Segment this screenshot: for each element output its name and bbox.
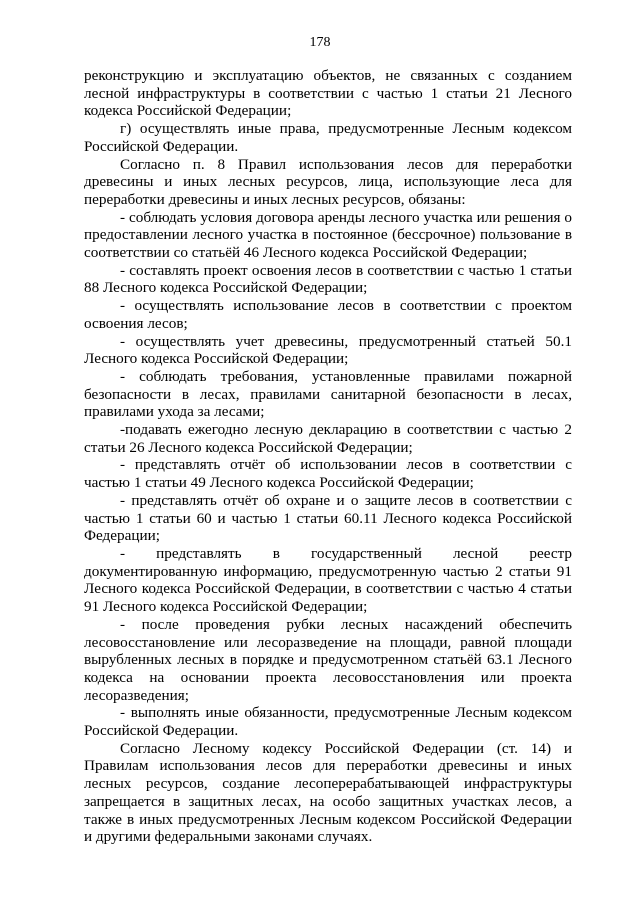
list-item-safety-rules: - соблюдать требования, установленные правилами пожарной безопасности в лесах, правилами санитарной безопасности в лесах, правилами ухода за лесами; [84,367,572,421]
list-item-forest-declaration: -подавать ежегодно лесную декларацию в соответствии с частью 2 статьи 26 Лесного кодекса Российской Федерации; [84,421,572,456]
paragraph-other-rights: г) осуществлять иные права, предусмотренные Лесным кодексом Российской Федерации. [84,120,572,155]
list-item-forest-use: - осуществлять использование лесов в соответствии с проектом освоения лесов; [84,297,572,332]
document-body [84,67,572,846]
paragraph-continuation: реконструкцию и эксплуатацию объектов, не связанных с созданием лесной инфраструктуры в соответствии с частью 1 статьи 21 Лесного кодекса Российской Федерации; [84,67,572,120]
paragraph-rules-intro: Согласно п. 8 Правил использования лесов для переработки древесины и иных лесных ресурсов, лица, использующие леса для переработки древесины и иных лесных ресурсов, обязаны: [84,155,572,208]
list-item-reforestation: - после проведения рубки лесных насаждений обеспечить лесовосстановление или лесоразведение на площади, равной площади вырубленных лесных в порядке и предусмотренном статьёй 63.1 Лесного кодекса на основании проекта лесовосстановления или проекта лесоразведения; [84,615,572,704]
list-item-forest-registry: - представлять в государственный лесной реестр документированную информацию, предусмотренную частью 2 статьи 91 Лесного кодекса Российской Федерации, в соответствии с частью 4 статьи 91 Лесного кодекса Российской Федерации; [84,544,572,616]
paragraph-infrastructure-ban: Согласно Лесному кодексу Российской Федерации (ст. 14) и Правилам использования лесов для переработки древесины и иных лесных ресурсов, создание лесоперерабатывающей инфраструктуры запрещается в защитных лесах, на особо защитных участках лесов, а также в иных предусмотренных Лесным кодексом Российской Федерации и другими федеральными законами случаях. [84,739,572,846]
list-item-lease-conditions: - соблюдать условия договора аренды лесного участка или решения о предоставлении лесного участка в постоянное (бессрочное) пользование в соответствии со статьёй 46 Лесного кодекса Российской Федерации; [84,208,572,262]
list-item-other-duties: - выполнять иные обязанности, предусмотренные Лесным кодексом Российской Федерации. [84,704,572,740]
list-item-use-report: - представлять отчёт об использовании лесов в соответствии с частью 1 статьи 49 Лесного кодекса Российской Федерации; [84,456,572,492]
list-item-timber-accounting: - осуществлять учет древесины, предусмотренный статьей 50.1 Лесного кодекса Российской Федерации; [84,332,572,368]
list-item-protection-report: - представлять отчёт об охране и о защите лесов в соответствии с частью 1 статьи 60 и частью 1 статьи 60.11 Лесного кодекса Российской Федерации; [84,491,572,545]
page-number: 178 [309,35,331,50]
list-item-development-project: - составлять проект освоения лесов в соответствии с частью 1 статьи 88 Лесного кодекса Российской Федерации; [84,261,572,297]
